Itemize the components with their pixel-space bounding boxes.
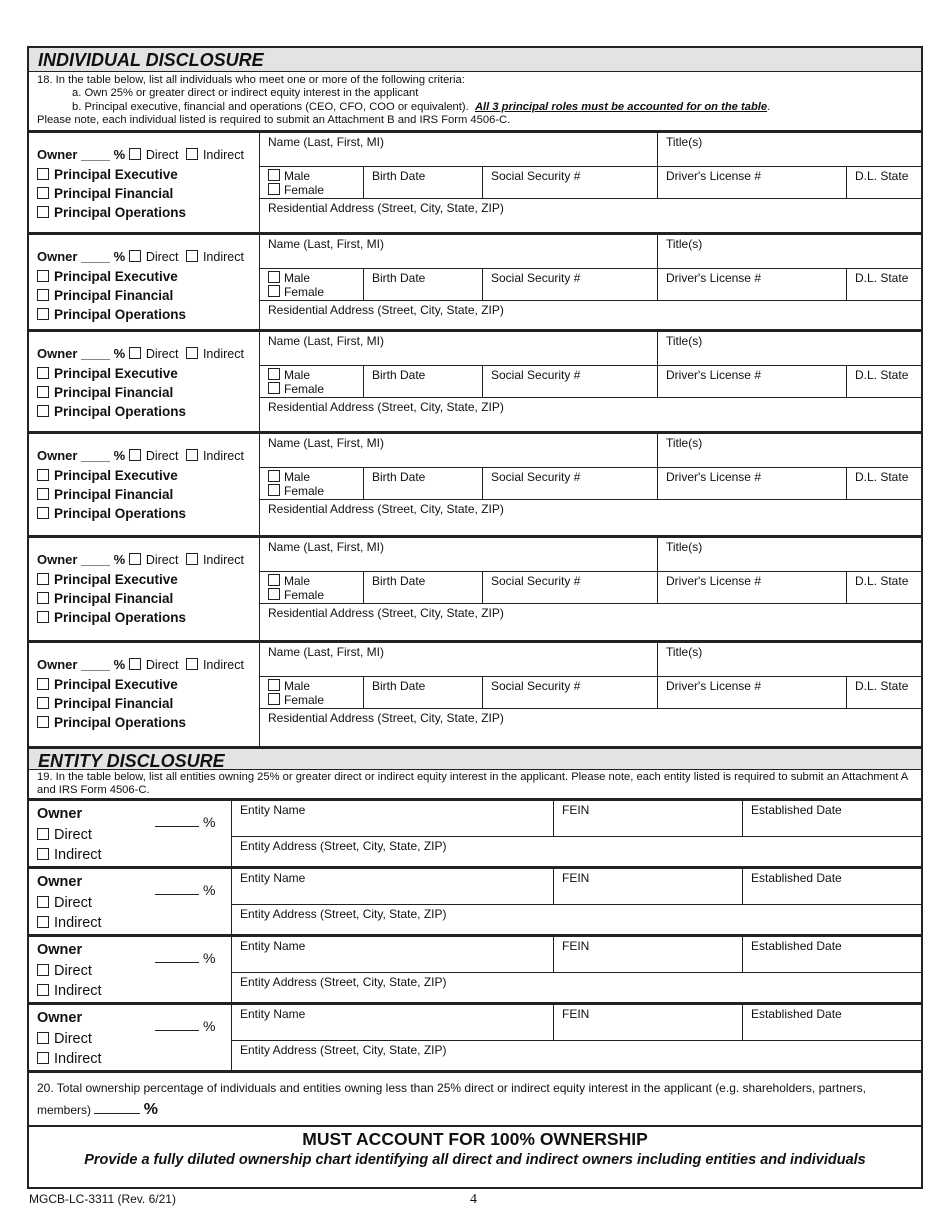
ownership-notice bbox=[29, 1125, 921, 1168]
individual-table bbox=[29, 130, 921, 746]
owner-line: Owner ____ % Direct Indirect bbox=[37, 345, 244, 361]
must-account-heading: MUST ACCOUNT FOR 100% OWNERSHIP bbox=[302, 1129, 648, 1150]
gender-field: Male Female bbox=[260, 677, 364, 708]
direct-checkbox[interactable] bbox=[37, 964, 49, 976]
principal-operations-checkbox[interactable] bbox=[37, 308, 49, 320]
q20-percent-sign: % bbox=[143, 1101, 158, 1119]
birth-date-field[interactable]: Birth Date bbox=[364, 468, 483, 499]
direct-checkbox[interactable] bbox=[129, 449, 141, 461]
principal-executive-checkbox[interactable] bbox=[37, 367, 49, 379]
residential-address-field[interactable]: Residential Address (Street, City, State, ZIP) bbox=[268, 302, 504, 317]
principal-financial-option: Principal Financial bbox=[37, 589, 259, 608]
male-checkbox[interactable] bbox=[268, 470, 280, 482]
titles-field[interactable]: Title(s) bbox=[666, 644, 703, 659]
entity-details bbox=[232, 937, 921, 1002]
principal-operations-checkbox[interactable] bbox=[37, 507, 49, 519]
fein-field[interactable]: FEIN bbox=[554, 1005, 743, 1040]
principal-operations-option: Principal Operations bbox=[37, 203, 259, 222]
principal-operations-option: Principal Operations bbox=[37, 305, 259, 324]
principal-operations-option: Principal Operations bbox=[37, 402, 259, 421]
principal-executive-checkbox[interactable] bbox=[37, 168, 49, 180]
dl-state-field[interactable]: D.L. State bbox=[855, 168, 909, 183]
q20-percent-field[interactable] bbox=[94, 1113, 140, 1114]
entity-section-title: ENTITY DISCLOSURE bbox=[29, 746, 921, 770]
gender-field: Male Female bbox=[260, 366, 364, 397]
residential-address-field[interactable]: Residential Address (Street, City, State, ZIP) bbox=[268, 399, 504, 414]
instr-b: b. Principal executive, financial and operations (CEO, CFO, COO or equivalent). All 3 principal roles must be accounted for on the table. bbox=[72, 100, 771, 113]
disclosure-form bbox=[27, 46, 923, 1189]
principal-operations-checkbox[interactable] bbox=[37, 206, 49, 218]
owner-line: Owner ____ % Direct Indirect bbox=[37, 656, 244, 672]
indirect-checkbox[interactable] bbox=[37, 984, 49, 996]
name-field[interactable]: Name (Last, First, MI) bbox=[260, 235, 658, 268]
owner-line: Owner ____ % Direct Indirect bbox=[37, 146, 244, 162]
entity-name-field[interactable]: Entity Name bbox=[232, 801, 554, 836]
entity-owner: Owner Direct Indirect % bbox=[29, 1005, 232, 1070]
established-date-field[interactable]: Established Date bbox=[751, 803, 842, 818]
ssn-field[interactable]: Social Security # bbox=[483, 468, 658, 499]
individual-details bbox=[260, 538, 921, 640]
principal-executive-option: Principal Executive bbox=[37, 364, 259, 383]
entity-owner: Owner Direct Indirect % bbox=[29, 869, 232, 934]
direct-checkbox[interactable] bbox=[129, 250, 141, 262]
principal-financial-checkbox[interactable] bbox=[37, 592, 49, 604]
entity-name-field[interactable]: Entity Name bbox=[232, 937, 554, 972]
entity-percent-field[interactable] bbox=[155, 894, 199, 895]
dl-state-field[interactable]: D.L. State bbox=[855, 573, 909, 588]
gender-field: Male Female bbox=[260, 269, 364, 300]
principal-executive-option: Principal Executive bbox=[37, 675, 259, 694]
name-field[interactable]: Name (Last, First, MI) bbox=[260, 643, 658, 676]
dl-state-field[interactable]: D.L. State bbox=[855, 678, 909, 693]
principal-financial-option: Principal Financial bbox=[37, 383, 259, 402]
drivers-license-field[interactable]: Driver's License # bbox=[658, 572, 847, 603]
birth-date-field[interactable]: Birth Date bbox=[364, 269, 483, 300]
gender-field: Male Female bbox=[260, 468, 364, 499]
individual-row-1 bbox=[29, 130, 921, 232]
owner-percent-field[interactable]: ____ % bbox=[81, 248, 126, 264]
principal-operations-option: Principal Operations bbox=[37, 608, 259, 627]
indirect-checkbox[interactable] bbox=[186, 553, 198, 565]
owner-percent-field[interactable]: ____ % bbox=[81, 551, 126, 567]
entity-name-field[interactable]: Entity Name bbox=[232, 1005, 554, 1040]
instr-line1: 18. In the table below, list all individuals who meet one or more of the following criteria: bbox=[37, 74, 465, 86]
owner-line: Owner ____ % Direct Indirect bbox=[37, 248, 244, 264]
individual-roles bbox=[29, 538, 260, 640]
direct-checkbox[interactable] bbox=[129, 148, 141, 160]
owner-percent-field[interactable]: ____ % bbox=[81, 656, 126, 672]
established-date-field[interactable]: Established Date bbox=[751, 871, 842, 886]
indirect-checkbox[interactable] bbox=[186, 250, 198, 262]
principal-financial-checkbox[interactable] bbox=[37, 697, 49, 709]
principal-executive-checkbox[interactable] bbox=[37, 469, 49, 481]
owner-percent-field[interactable]: ____ % bbox=[81, 447, 126, 463]
principal-financial-option: Principal Financial bbox=[37, 286, 259, 305]
principal-executive-checkbox[interactable] bbox=[37, 573, 49, 585]
entity-row-4 bbox=[29, 1002, 921, 1070]
individual-row-5 bbox=[29, 535, 921, 640]
q20-text: 20. Total ownership percentage of individuals and entities owning less than 25% direct or indirect equity interest in the applicant (e.g. shareholders, partners, members) bbox=[37, 1081, 866, 1118]
name-field[interactable]: Name (Last, First, MI) bbox=[260, 538, 658, 571]
entity-owner: Owner Direct Indirect % bbox=[29, 937, 232, 1002]
principal-operations-option: Principal Operations bbox=[37, 713, 259, 732]
entity-percent-field[interactable] bbox=[155, 826, 199, 827]
male-checkbox[interactable] bbox=[268, 679, 280, 691]
titles-field[interactable]: Title(s) bbox=[666, 333, 703, 348]
titles-field[interactable]: Title(s) bbox=[666, 134, 703, 149]
entity-row-1 bbox=[29, 798, 921, 866]
fein-field[interactable]: FEIN bbox=[554, 937, 743, 972]
entity-percent-field[interactable] bbox=[155, 1030, 199, 1031]
principal-executive-option: Principal Executive bbox=[37, 466, 259, 485]
dl-state-field[interactable]: D.L. State bbox=[855, 367, 909, 382]
dl-state-field[interactable]: D.L. State bbox=[855, 270, 909, 285]
individual-row-4 bbox=[29, 431, 921, 535]
direct-checkbox[interactable] bbox=[129, 347, 141, 359]
indirect-checkbox[interactable] bbox=[37, 1052, 49, 1064]
principal-executive-option: Principal Executive bbox=[37, 165, 259, 184]
residential-address-field[interactable]: Residential Address (Street, City, State, ZIP) bbox=[268, 501, 504, 516]
individual-details bbox=[260, 332, 921, 431]
entity-name-field[interactable]: Entity Name bbox=[232, 869, 554, 904]
male-checkbox[interactable] bbox=[268, 574, 280, 586]
entity-address-field[interactable]: Entity Address (Street, City, State, ZIP) bbox=[240, 839, 447, 854]
titles-field[interactable]: Title(s) bbox=[666, 539, 703, 554]
principal-executive-option: Principal Executive bbox=[37, 267, 259, 286]
entity-owner: Owner Direct Indirect % bbox=[29, 801, 232, 866]
female-checkbox[interactable] bbox=[268, 588, 280, 600]
principal-financial-option: Principal Financial bbox=[37, 694, 259, 713]
female-checkbox[interactable] bbox=[268, 693, 280, 705]
birth-date-field[interactable]: Birth Date bbox=[364, 167, 483, 198]
entity-instructions: 19. In the table below, list all entities owning 25% or greater direct or indirect equity interest in the applicant. Please note, each entity listed is required to submit an Attachment A and IRS Form 4506-C. bbox=[37, 770, 908, 797]
direct-checkbox[interactable] bbox=[37, 1032, 49, 1044]
individual-instructions bbox=[29, 72, 921, 130]
female-checkbox[interactable] bbox=[268, 484, 280, 496]
individual-row-6 bbox=[29, 640, 921, 746]
individual-roles bbox=[29, 235, 260, 329]
indirect-checkbox[interactable] bbox=[37, 848, 49, 860]
individual-row-2 bbox=[29, 232, 921, 329]
direct-checkbox[interactable] bbox=[37, 896, 49, 908]
direct-checkbox[interactable] bbox=[37, 828, 49, 840]
page-number: 4 bbox=[470, 1192, 477, 1207]
form-id: MGCB-LC-3311 (Rev. 6/21) bbox=[29, 1192, 176, 1206]
owner-percent-field[interactable]: ____ % bbox=[81, 146, 126, 162]
owner-line: Owner ____ % Direct Indirect bbox=[37, 551, 244, 567]
birth-date-field[interactable]: Birth Date bbox=[364, 366, 483, 397]
ssn-field[interactable]: Social Security # bbox=[483, 269, 658, 300]
drivers-license-field[interactable]: Driver's License # bbox=[658, 269, 847, 300]
individual-details bbox=[260, 133, 921, 232]
individual-details bbox=[260, 643, 921, 746]
drivers-license-field[interactable]: Driver's License # bbox=[658, 677, 847, 708]
principal-financial-option: Principal Financial bbox=[37, 485, 259, 504]
question-20 bbox=[29, 1070, 921, 1125]
principal-financial-checkbox[interactable] bbox=[37, 187, 49, 199]
dl-state-field[interactable]: D.L. State bbox=[855, 469, 909, 484]
entity-row-3 bbox=[29, 934, 921, 1002]
male-checkbox[interactable] bbox=[268, 368, 280, 380]
name-field[interactable]: Name (Last, First, MI) bbox=[260, 133, 658, 166]
entity-percent-field[interactable] bbox=[155, 962, 199, 963]
principal-executive-checkbox[interactable] bbox=[37, 270, 49, 282]
principal-operations-checkbox[interactable] bbox=[37, 716, 49, 728]
gender-field: Male Female bbox=[260, 572, 364, 603]
entity-address-field[interactable]: Entity Address (Street, City, State, ZIP) bbox=[240, 1043, 447, 1058]
name-field[interactable]: Name (Last, First, MI) bbox=[260, 332, 658, 365]
indirect-checkbox[interactable] bbox=[186, 449, 198, 461]
principal-financial-checkbox[interactable] bbox=[37, 488, 49, 500]
individual-roles bbox=[29, 332, 260, 431]
indirect-checkbox[interactable] bbox=[37, 916, 49, 928]
male-checkbox[interactable] bbox=[268, 169, 280, 181]
titles-field[interactable]: Title(s) bbox=[666, 435, 703, 450]
ssn-field[interactable]: Social Security # bbox=[483, 677, 658, 708]
owner-line: Owner ____ % Direct Indirect bbox=[37, 447, 244, 463]
instr-b-emphasis: All 3 principal roles must be accounted for on the table bbox=[474, 100, 768, 113]
instr-note: Please note, each individual listed is required to submit an Attachment B and IRS Form 4506-C. bbox=[37, 114, 511, 127]
residential-address-field[interactable]: Residential Address (Street, City, State, ZIP) bbox=[268, 710, 504, 725]
ssn-field[interactable]: Social Security # bbox=[483, 366, 658, 397]
principal-operations-option: Principal Operations bbox=[37, 504, 259, 523]
principal-financial-option: Principal Financial bbox=[37, 184, 259, 203]
individual-section-title: INDIVIDUAL DISCLOSURE bbox=[29, 48, 921, 72]
ssn-field[interactable]: Social Security # bbox=[483, 572, 658, 603]
gender-field: Male Female bbox=[260, 167, 364, 198]
drivers-license-field[interactable]: Driver's License # bbox=[658, 167, 847, 198]
entity-row-2 bbox=[29, 866, 921, 934]
indirect-checkbox[interactable] bbox=[186, 658, 198, 670]
owner-percent-field[interactable]: ____ % bbox=[81, 345, 126, 361]
established-date-field[interactable]: Established Date bbox=[751, 1007, 842, 1022]
birth-date-field[interactable]: Birth Date bbox=[364, 572, 483, 603]
principal-financial-checkbox[interactable] bbox=[37, 386, 49, 398]
individual-roles bbox=[29, 133, 260, 232]
principal-executive-option: Principal Executive bbox=[37, 570, 259, 589]
instr-a: a. Own 25% or greater direct or indirect equity interest in the applicant bbox=[72, 87, 419, 100]
individual-roles bbox=[29, 434, 260, 535]
principal-financial-checkbox[interactable] bbox=[37, 289, 49, 301]
indirect-checkbox[interactable] bbox=[186, 148, 198, 160]
titles-field[interactable]: Title(s) bbox=[666, 236, 703, 251]
entity-address-field[interactable]: Entity Address (Street, City, State, ZIP) bbox=[240, 907, 447, 922]
ownership-chart-note: Provide a fully diluted ownership chart identifying all direct and indirect owners including entities and individuals bbox=[84, 1152, 866, 1169]
entity-details bbox=[232, 1005, 921, 1070]
individual-row-3 bbox=[29, 329, 921, 431]
principal-operations-checkbox[interactable] bbox=[37, 405, 49, 417]
fein-field[interactable]: FEIN bbox=[554, 801, 743, 836]
individual-details bbox=[260, 235, 921, 329]
name-field[interactable]: Name (Last, First, MI) bbox=[260, 434, 658, 467]
direct-checkbox[interactable] bbox=[129, 553, 141, 565]
individual-roles bbox=[29, 643, 260, 746]
residential-address-field[interactable]: Residential Address (Street, City, State, ZIP) bbox=[268, 605, 504, 620]
entity-details bbox=[232, 869, 921, 934]
birth-date-field[interactable]: Birth Date bbox=[364, 677, 483, 708]
indirect-checkbox[interactable] bbox=[186, 347, 198, 359]
individual-details bbox=[260, 434, 921, 535]
entity-address-field[interactable]: Entity Address (Street, City, State, ZIP) bbox=[240, 975, 447, 990]
female-checkbox[interactable] bbox=[268, 285, 280, 297]
drivers-license-field[interactable]: Driver's License # bbox=[658, 366, 847, 397]
established-date-field[interactable]: Established Date bbox=[751, 939, 842, 954]
residential-address-field[interactable]: Residential Address (Street, City, State, ZIP) bbox=[268, 200, 504, 215]
male-checkbox[interactable] bbox=[268, 271, 280, 283]
drivers-license-field[interactable]: Driver's License # bbox=[658, 468, 847, 499]
female-checkbox[interactable] bbox=[268, 183, 280, 195]
ssn-field[interactable]: Social Security # bbox=[483, 167, 658, 198]
entity-details bbox=[232, 801, 921, 866]
principal-operations-checkbox[interactable] bbox=[37, 611, 49, 623]
female-checkbox[interactable] bbox=[268, 382, 280, 394]
direct-checkbox[interactable] bbox=[129, 658, 141, 670]
fein-field[interactable]: FEIN bbox=[554, 869, 743, 904]
principal-executive-checkbox[interactable] bbox=[37, 678, 49, 690]
entity-table bbox=[29, 798, 921, 1070]
